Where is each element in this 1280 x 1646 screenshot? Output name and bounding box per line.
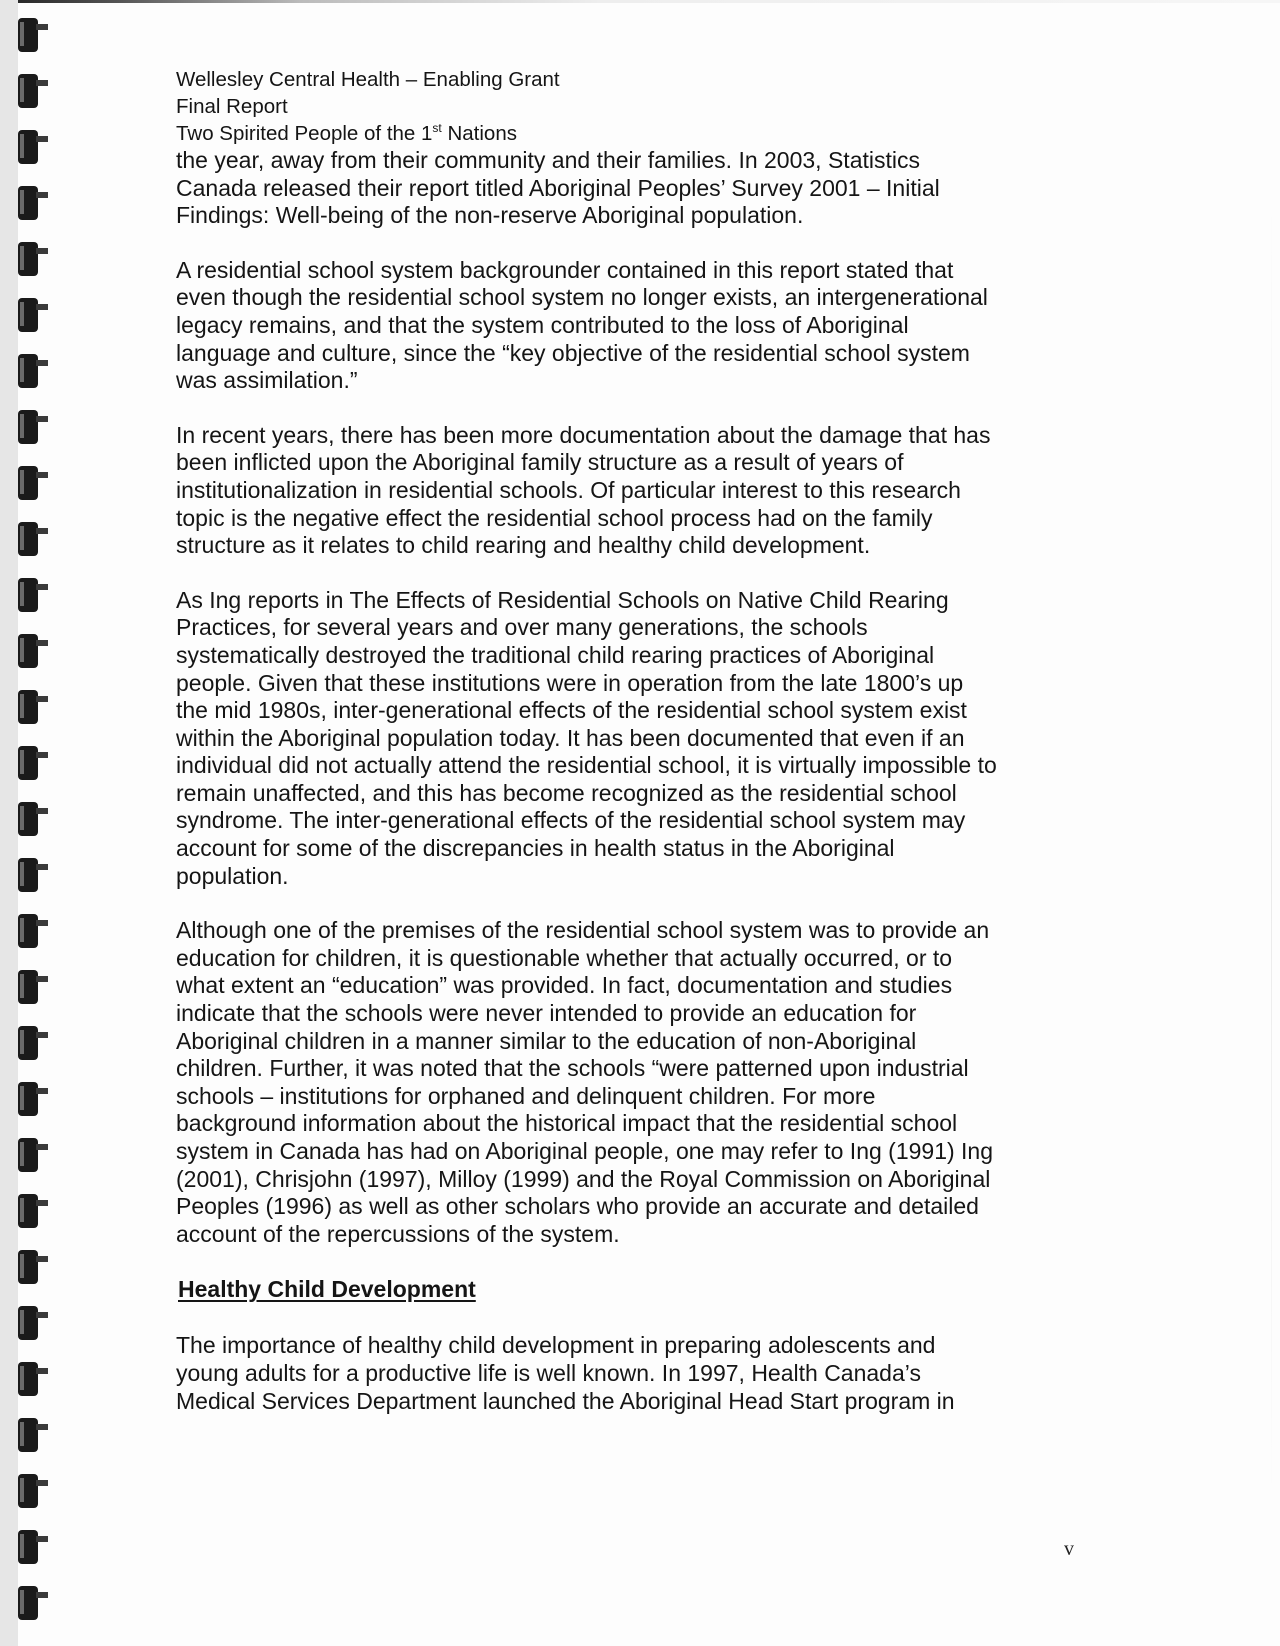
paragraph (176, 257, 1076, 395)
text-line: schools – institutions for orphaned and delinquent children. For more (176, 1082, 876, 1109)
header-subtitle-text: Two Spirited People of the 1 (176, 122, 433, 145)
text-line: children. Further, it was noted that the schools “were patterned upon industrial (176, 1055, 969, 1082)
binding-ring (18, 802, 48, 836)
text-line: As Ing reports in The Effects of Residential Schools on Native Child Rearing (176, 586, 949, 613)
text-line: systematically destroyed the traditional child rearing practices of Aboriginal (176, 641, 935, 668)
paragraph (176, 917, 1076, 1248)
text-line: topic is the negative effect the residential school process had on the family (176, 504, 933, 531)
text-line: people. Given that these institutions were in operation from the late 1800’s up (176, 669, 964, 696)
text-line: been inflicted upon the Aboriginal family structure as a result of years of (176, 449, 904, 476)
spiral-binding (0, 0, 56, 1646)
binding-edge (0, 0, 18, 1646)
binding-ring (18, 858, 48, 892)
text-line: Although one of the premises of the residential school system was to provide an (176, 917, 990, 944)
header-subtitle-suffix: Nations (441, 122, 517, 145)
text-line: system in Canada has had on Aboriginal people, one may refer to Ing (1991) Ing (176, 1138, 994, 1164)
page-number: v (1064, 1538, 1074, 1560)
text-line: even though the residential school system no longer exists, an intergenerational (176, 284, 988, 311)
text-line: account for some of the discrepancies in health status in the Aboriginal (176, 835, 895, 862)
text-line: young adults for a productive life is well known. In 1997, Health Canada’s (176, 1359, 921, 1386)
text-line: the year, away from their community and their families. In 2003, Statistics (176, 147, 920, 173)
binding-ring (18, 1306, 48, 1340)
text-line: structure as it relates to child rearing and healthy child development. (176, 532, 871, 559)
final-paragraph (176, 1332, 1076, 1415)
binding-ring (18, 1418, 48, 1452)
binding-ring (18, 18, 48, 52)
paragraph (176, 422, 1076, 560)
binding-ring (18, 1586, 48, 1620)
text-line: syndrome. The inter-generational effects of the residential school system may (176, 807, 966, 834)
binding-ring (18, 298, 48, 332)
document-body (176, 66, 1076, 1415)
scan-right-edge (1271, 200, 1272, 1500)
header-subtitle (176, 120, 1076, 147)
text-line: background information about the historical impact that the residential school (176, 1110, 958, 1137)
text-line: Aboriginal children in a manner similar to the education of non-Aboriginal (176, 1027, 917, 1054)
text-line: education for children, it is questionable whether that actually occurred, or to (176, 944, 953, 971)
text-line: individual did not actually attend the residential school, it is virtually impossible to (176, 752, 997, 779)
header-title: Wellesley Central Health – Enabling Grant (176, 68, 560, 91)
text-line: The importance of healthy child development in preparing adolescents and (176, 1332, 936, 1359)
text-line: Medical Services Department launched the Aboriginal Head Start program in (176, 1387, 955, 1414)
text-line: A residential school system backgrounder contained in this report stated that (176, 256, 954, 283)
binding-ring (18, 1250, 48, 1284)
text-line: within the Aboriginal population today. It has been documented that even if an (176, 724, 965, 751)
binding-ring (18, 746, 48, 780)
text-line: remain unaffected, and this has become recognized as the residential school (176, 779, 957, 806)
text-line: Findings: Well-being of the non-reserve Aboriginal population. (176, 202, 804, 229)
binding-ring (18, 914, 48, 948)
binding-ring (18, 1530, 48, 1564)
text-line: In recent years, there has been more documentation about the damage that has (176, 421, 991, 448)
text-line: Canada released their report titled Aboriginal Peoples’ Survey 2001 – Initial (176, 174, 940, 201)
scan-top-edge (0, 0, 1280, 3)
binding-ring (18, 130, 48, 164)
text-line: population. (176, 862, 289, 889)
body-paragraphs (176, 147, 1076, 1248)
binding-ring (18, 74, 48, 108)
binding-ring (18, 1082, 48, 1116)
binding-ring (18, 1194, 48, 1228)
binding-ring (18, 1362, 48, 1396)
section-heading: Healthy Child Development (178, 1276, 476, 1303)
document-header (176, 66, 1076, 147)
text-line: Practices, for several years and over many generations, the schools (176, 614, 868, 641)
text-line: was assimilation.” (176, 367, 358, 394)
text-line: institutionalization in residential schools. Of particular interest to this research (176, 476, 961, 503)
binding-ring (18, 1474, 48, 1508)
binding-ring (18, 354, 48, 388)
text-line: the mid 1980s, inter-generational effects of the residential school system exist (176, 697, 967, 724)
binding-ring (18, 1138, 48, 1172)
binding-ring (18, 410, 48, 444)
header-report-type: Final Report (176, 95, 288, 118)
binding-ring (18, 1026, 48, 1060)
text-line: indicate that the schools were never intended to provide an education for (176, 1000, 917, 1027)
binding-ring (18, 970, 48, 1004)
binding-ring (18, 578, 48, 612)
paragraph (176, 587, 1076, 891)
header-subtitle-superscript: st (432, 121, 442, 136)
text-line: language and culture, since the “key objective of the residential school system (176, 339, 970, 366)
binding-ring (18, 186, 48, 220)
text-line: account of the repercussions of the system. (176, 1220, 620, 1247)
binding-ring (18, 522, 48, 556)
binding-ring (18, 690, 48, 724)
binding-ring (18, 242, 48, 276)
binding-ring (18, 466, 48, 500)
paragraph (176, 147, 1076, 230)
binding-ring (18, 634, 48, 668)
text-line: (2001), Chrisjohn (1997), Milloy (1999) and the Royal Commission on Aboriginal (176, 1165, 991, 1192)
text-line: what extent an “education” was provided. In fact, documentation and studies (176, 972, 953, 999)
text-line: Peoples (1996) as well as other scholars who provide an accurate and detailed (176, 1193, 979, 1220)
text-line: legacy remains, and that the system contributed to the loss of Aboriginal (176, 311, 909, 338)
